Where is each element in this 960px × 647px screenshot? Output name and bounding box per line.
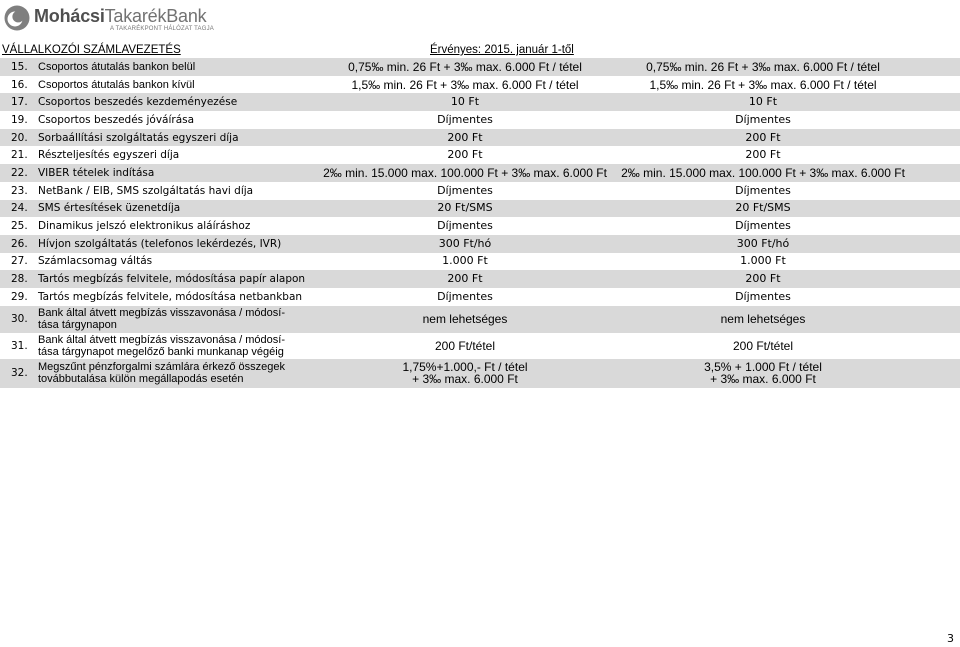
- logo-name-bold: Mohácsi: [34, 6, 105, 26]
- fee-column-2: Díjmentes: [735, 112, 791, 126]
- fee-column-2: 10 Ft: [748, 95, 778, 109]
- table-row: [0, 288, 960, 306]
- row-number: 19.: [11, 113, 28, 126]
- fee-column-2: Díjmentes: [735, 289, 791, 303]
- fee-column-2: Díjmentes: [735, 219, 791, 233]
- table-row: [0, 164, 960, 182]
- row-item: Bank által átvett megbízás visszavonása / módosí- tása tárgynapot megelőző banki munkanap végéig: [38, 333, 286, 358]
- row-number: 20.: [11, 131, 28, 144]
- row-number: 26.: [11, 237, 28, 250]
- logo-name-light: TakarékBank: [104, 6, 207, 26]
- row-item: VIBER tételek indítása: [38, 166, 155, 179]
- fee-column-1: 2‰ min. 15.000 max. 100.000 Ft + 3‰ max. 6.000 Ft: [323, 165, 607, 180]
- table-row: [0, 306, 960, 333]
- table-row: [0, 270, 960, 288]
- row-item: Számlacsomag váltás: [38, 255, 153, 268]
- fee-column-1: 1,5‰ min. 26 Ft + 3‰ max. 6.000 Ft / tétel: [351, 77, 579, 92]
- section-title: VÁLLALKOZÓI SZÁMLAVEZETÉS: [2, 44, 181, 56]
- row-item: Csoportos beszedés jóváírása: [38, 113, 195, 126]
- row-item: Hívjon szolgáltatás (telefonos lekérdezés, IVR): [38, 237, 282, 250]
- fee-column-2: 3,5% + 1.000 Ft / tétel + 3‰ max. 6.000 Ft: [704, 360, 822, 387]
- fee-column-2: 200 Ft: [745, 148, 781, 162]
- page-number: 3: [947, 632, 954, 645]
- row-item: Dinamikus jelszó elektronikus aláíráshoz: [38, 220, 251, 233]
- row-item: SMS értesítések üzenetdíja: [38, 202, 181, 215]
- table-row: [0, 333, 960, 359]
- row-number: 21.: [11, 149, 28, 162]
- fee-column-2: 200 Ft: [745, 130, 781, 144]
- row-number: 15.: [11, 60, 28, 73]
- fee-column-2: Díjmentes: [735, 183, 791, 197]
- row-item: Tartós megbízás felvitele, módosítása netbankban: [38, 290, 303, 303]
- fee-column-1: 1,75%+1.000,- Ft / tétel + 3‰ max. 6.000 Ft: [402, 360, 528, 387]
- row-item: Bank által átvett megbízás visszavonása / módosí- tása tárgynapon: [38, 307, 286, 332]
- fee-table: [0, 58, 960, 388]
- fee-column-2: 0,75‰ min. 26 Ft + 3‰ max. 6.000 Ft / tétel: [646, 59, 880, 74]
- row-number: 31.: [11, 339, 28, 352]
- fee-column-1: nem lehetséges: [422, 312, 508, 327]
- row-number: 32.: [11, 367, 28, 380]
- fee-column-1: 200 Ft: [447, 272, 483, 286]
- row-item: Sorbaállítási szolgáltatás egyszeri díja: [38, 131, 239, 144]
- fee-column-1: Díjmentes: [437, 112, 493, 126]
- table-row: [0, 359, 960, 388]
- table-row: [0, 93, 960, 111]
- fee-column-1: 10 Ft: [450, 95, 480, 109]
- fee-column-2: 300 Ft/hó: [736, 236, 790, 250]
- fee-column-1: 0,75‰ min. 26 Ft + 3‰ max. 6.000 Ft / tétel: [348, 59, 582, 74]
- fee-column-2: 2‰ min. 15.000 max. 100.000 Ft + 3‰ max. 6.000 Ft: [621, 165, 905, 180]
- fee-column-1: Díjmentes: [437, 289, 493, 303]
- fee-column-1: 300 Ft/hó: [438, 236, 492, 250]
- logo-wordmark: [34, 5, 206, 27]
- row-number: 17.: [11, 96, 28, 109]
- row-number: 22.: [11, 166, 28, 179]
- table-row: [0, 235, 960, 253]
- fee-column-2: 1.000 Ft: [740, 254, 786, 268]
- fee-column-1: 200 Ft: [447, 148, 483, 162]
- row-number: 24.: [11, 202, 28, 215]
- fee-column-1: Díjmentes: [437, 183, 493, 197]
- table-row: [0, 129, 960, 147]
- fee-column-2: nem lehetséges: [720, 312, 806, 327]
- table-row: [0, 253, 960, 271]
- fee-column-2: 1,5‰ min. 26 Ft + 3‰ max. 6.000 Ft / tétel: [649, 77, 877, 92]
- fee-column-1: 20 Ft/SMS: [437, 201, 493, 215]
- row-item: Csoportos beszedés kezdeményezése: [38, 96, 238, 109]
- fee-column-2: 20 Ft/SMS: [735, 201, 791, 215]
- row-number: 16.: [11, 78, 28, 91]
- table-row: [0, 182, 960, 200]
- row-item: NetBank / EIB, SMS szolgáltatás havi díja: [38, 184, 254, 197]
- row-item: Csoportos átutalás bankon kívül: [38, 78, 195, 91]
- fee-column-1: Díjmentes: [437, 219, 493, 233]
- row-number: 30.: [11, 313, 28, 326]
- table-row: [0, 146, 960, 164]
- table-row: [0, 58, 960, 76]
- row-item: Csoportos átutalás bankon belül: [38, 60, 196, 73]
- table-row: [0, 217, 960, 235]
- row-number: 27.: [11, 255, 28, 268]
- row-item: Megszűnt pénzforgalmi számlára érkező összegek továbbutalása külön megállapodás esetén: [38, 361, 286, 386]
- fee-column-1: 200 Ft: [447, 130, 483, 144]
- row-number: 25.: [11, 220, 28, 233]
- logo-tagline: A TAKARÉKPONT HÁLÓZAT TAGJA: [110, 26, 214, 32]
- fee-column-2: 200 Ft: [745, 272, 781, 286]
- logo-icon: [4, 5, 30, 31]
- bank-logo: [0, 0, 230, 40]
- row-item: Részteljesítés egyszeri díja: [38, 149, 180, 162]
- table-row: [0, 200, 960, 218]
- row-item: Tartós megbízás felvitele, módosítása papír alapon: [38, 273, 306, 286]
- table-row: [0, 76, 960, 94]
- row-number: 29.: [11, 290, 28, 303]
- validity-date: Érvényes: 2015. január 1-től: [430, 44, 574, 56]
- row-number: 23.: [11, 184, 28, 197]
- row-number: 28.: [11, 273, 28, 286]
- fee-column-1: 200 Ft/tétel: [434, 338, 496, 353]
- fee-column-1: 1.000 Ft: [442, 254, 488, 268]
- fee-column-2: 200 Ft/tétel: [732, 338, 794, 353]
- table-row: [0, 111, 960, 129]
